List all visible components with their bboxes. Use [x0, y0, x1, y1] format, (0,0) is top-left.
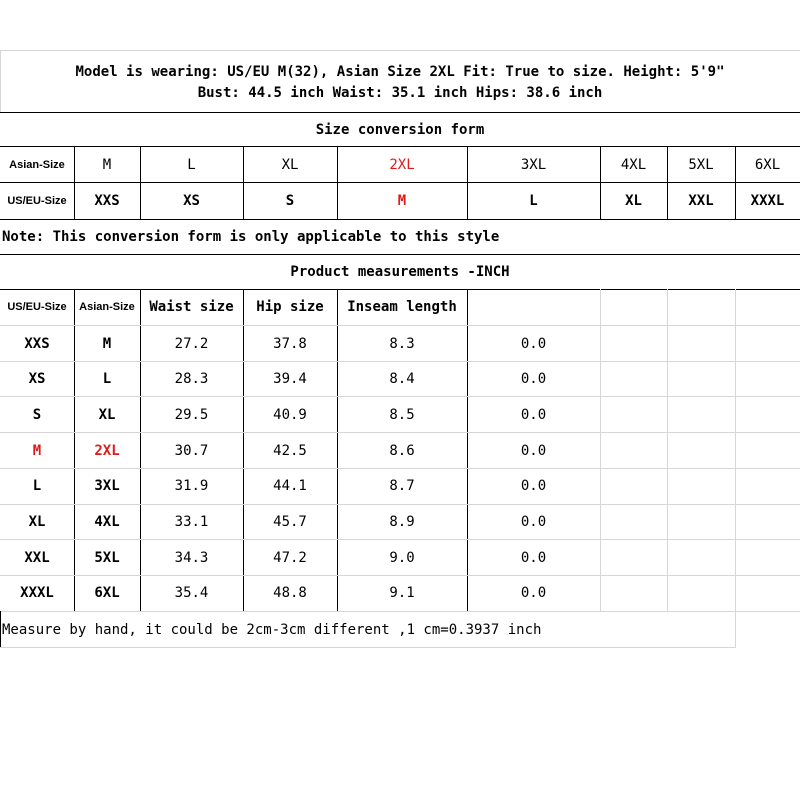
row-extra: 0.0	[520, 335, 547, 352]
asian-size-cell: XL	[281, 157, 299, 173]
row-inseam: 8.5	[389, 406, 415, 423]
grid-line	[0, 182, 800, 183]
row-inseam: 8.7	[389, 478, 415, 495]
grid-line	[0, 575, 800, 576]
us-size-cell: M	[397, 193, 407, 209]
row-hip: 37.8	[273, 335, 307, 352]
row-hip: 48.8	[273, 585, 307, 602]
grid-line	[600, 289, 601, 612]
grid-line	[74, 289, 75, 612]
grid-line	[0, 468, 800, 469]
us-size-cell: XXXL	[750, 193, 785, 209]
row-waist: 34.3	[174, 549, 209, 566]
row-us-size: XS	[28, 371, 46, 388]
row-inseam: 9.0	[389, 549, 415, 566]
grid-line	[735, 146, 736, 219]
row-hip: 42.5	[273, 442, 307, 459]
asian-size-cell: 3XL	[520, 157, 547, 173]
footer-note: Measure by hand, it could be 2cm-3cm different ,1 cm=0.3937 inch	[2, 622, 542, 638]
grid-line	[735, 611, 736, 648]
grid-line	[0, 289, 800, 290]
row-us-size: XL	[28, 514, 46, 530]
row-extra: 0.0	[520, 406, 547, 423]
us-size-label: US/EU-Size	[7, 195, 67, 207]
row-asian-size: 2XL	[94, 442, 120, 459]
asian-size-cell: 6XL	[754, 157, 781, 173]
grid-line	[140, 146, 141, 219]
asian-size-cell: L	[187, 157, 196, 173]
row-us-size: S	[32, 406, 42, 423]
col-header-hip: Hip size	[256, 299, 324, 315]
grid-line	[667, 289, 668, 612]
grid-line	[0, 50, 800, 51]
row-waist: 28.3	[174, 371, 209, 388]
row-asian-size: XL	[98, 406, 116, 423]
row-extra: 0.0	[520, 371, 547, 388]
model-info-line: Model is wearing: US/EU M(32), Asian Size 2XL Fit: True to size. Height: 5'9"	[75, 64, 725, 80]
row-hip: 44.1	[273, 478, 307, 495]
row-inseam: 8.3	[389, 335, 415, 352]
us-size-cell: XL	[625, 193, 642, 209]
col-header-us-size: US/EU-Size	[7, 301, 67, 313]
grid-line	[0, 539, 800, 540]
grid-line	[0, 361, 800, 362]
row-asian-size: 6XL	[94, 585, 120, 602]
row-asian-size: 3XL	[94, 478, 120, 495]
model-measurements-line: Bust: 44.5 inch Waist: 35.1 inch Hips: 38.6 inch	[197, 85, 603, 101]
grid-line	[74, 146, 75, 219]
grid-line	[243, 289, 244, 612]
row-hip: 40.9	[273, 406, 307, 423]
grid-line	[243, 146, 244, 219]
grid-line	[0, 219, 800, 220]
row-waist: 29.5	[174, 406, 209, 423]
row-waist: 35.4	[174, 585, 209, 602]
row-waist: 27.2	[174, 335, 209, 352]
row-hip: 45.7	[273, 514, 307, 530]
row-waist: 30.7	[174, 442, 209, 459]
row-waist: 31.9	[174, 478, 209, 495]
row-asian-size: M	[102, 335, 112, 352]
row-inseam: 8.9	[389, 514, 415, 530]
col-header-waist: Waist size	[149, 299, 234, 315]
grid-line	[0, 254, 800, 255]
row-extra: 0.0	[520, 585, 547, 602]
grid-line	[735, 289, 736, 612]
col-header-inseam: Inseam length	[347, 299, 457, 315]
grid-line	[467, 289, 468, 612]
us-size-cell: XS	[183, 193, 200, 209]
conversion-note: Note: This conversion form is only applicable to this style	[2, 229, 500, 245]
asian-size-cell: 4XL	[620, 157, 647, 173]
asian-size-cell: M	[102, 157, 112, 173]
grid-line	[667, 146, 668, 219]
row-us-size: XXL	[24, 549, 50, 566]
row-extra: 0.0	[520, 514, 547, 530]
row-hip: 47.2	[273, 549, 307, 566]
grid-line	[0, 396, 800, 397]
us-size-cell: S	[285, 193, 295, 209]
row-inseam: 9.1	[389, 585, 415, 602]
grid-line	[600, 146, 601, 219]
grid-line	[0, 50, 1, 112]
row-extra: 0.0	[520, 549, 547, 566]
row-inseam: 8.4	[389, 371, 415, 388]
grid-line	[0, 611, 800, 612]
grid-line	[337, 289, 338, 612]
col-header-asian-size: Asian-Size	[79, 301, 135, 313]
row-us-size: M	[32, 442, 42, 459]
grid-line	[0, 611, 1, 648]
grid-line	[0, 504, 800, 505]
row-asian-size: L	[102, 371, 112, 388]
row-hip: 39.4	[273, 371, 307, 388]
us-size-cell: L	[529, 193, 538, 209]
us-size-cell: XXS	[94, 193, 120, 209]
conversion-title: Size conversion form	[315, 122, 485, 138]
measurements-title: Product measurements -INCH	[290, 264, 510, 280]
grid-line	[140, 289, 141, 612]
grid-line	[0, 112, 800, 113]
grid-line	[0, 146, 800, 147]
row-us-size: XXS	[24, 335, 50, 352]
asian-size-cell: 2XL	[389, 157, 415, 173]
row-waist: 33.1	[174, 514, 209, 530]
row-asian-size: 5XL	[94, 549, 120, 566]
grid-line	[0, 647, 735, 648]
row-us-size: L	[32, 478, 42, 495]
row-us-size: XXXL	[20, 585, 54, 602]
grid-line	[337, 146, 338, 219]
grid-line	[0, 325, 800, 326]
us-size-cell: XXL	[688, 193, 714, 209]
grid-line	[467, 146, 468, 219]
asian-size-cell: 5XL	[688, 157, 714, 173]
asian-size-label: Asian-Size	[9, 159, 65, 171]
grid-line	[0, 432, 800, 433]
row-inseam: 8.6	[389, 442, 415, 459]
row-extra: 0.0	[520, 442, 547, 459]
row-extra: 0.0	[520, 478, 547, 495]
row-asian-size: 4XL	[94, 514, 120, 530]
